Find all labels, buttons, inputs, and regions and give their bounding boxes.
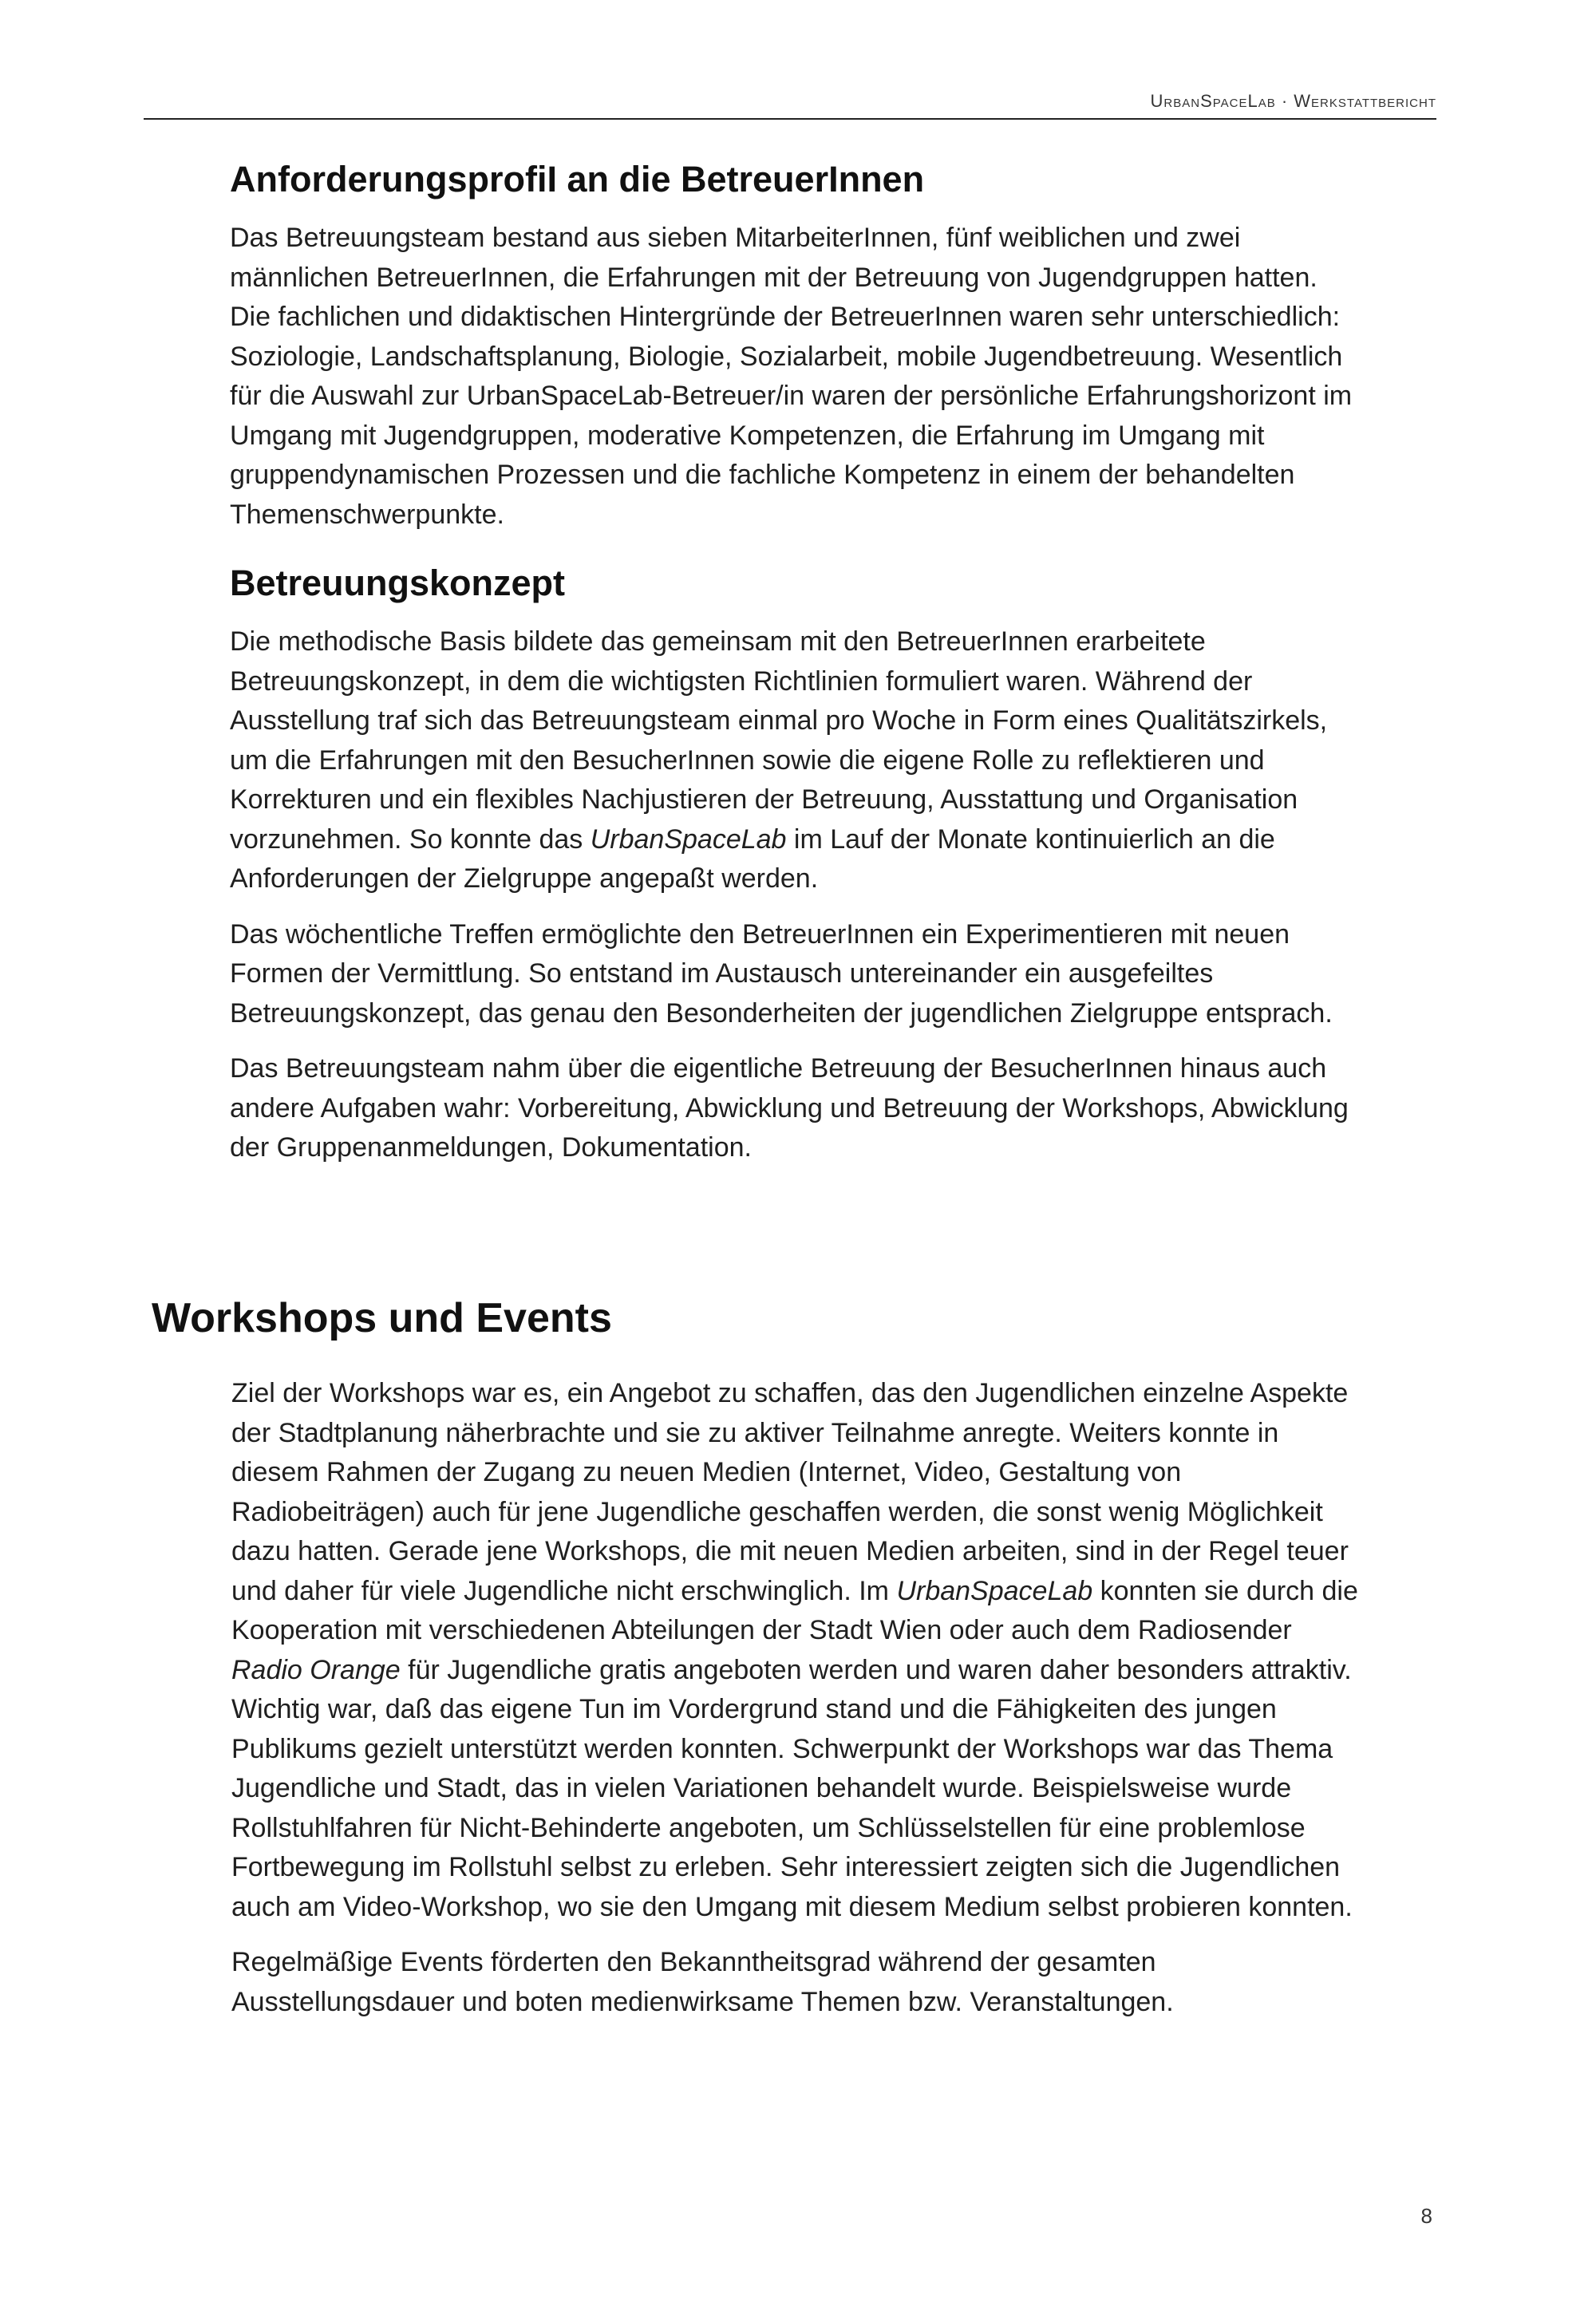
- emphasis-urbanspacelab: UrbanSpaceLab: [896, 1575, 1093, 1606]
- paragraph-betreuungskonzept-2: Das wöchentliche Treffen ermöglichte den BetreuerInnen ein Experimentieren mit neuen Formen der Vermittlung. So entstand im Austausch untereinander ein ausgefeiltes Betreuungskonzept, das genau den Besonderheiten der jugendlichen Zielgruppe entsprach.: [230, 918, 1333, 1029]
- paragraph-betreuungskonzept-3: Das Betreuungsteam nahm über die eigentliche Betreuung der BesucherInnen hinaus auch andere Aufgaben wahr: Vorbereitung, Abwicklung und Betreuung der Workshops, Abwicklung der Gruppenanmeldungen, Dokumentation.: [230, 1053, 1349, 1163]
- emphasis-radio-orange: Radio Orange: [231, 1654, 401, 1685]
- text-run: im Lauf der Monate kontinuierlich an die Anforderungen der Zielgruppe angepaßt werden.: [230, 823, 1275, 894]
- text-run: konnten sie durch die Kooperation mit verschiedenen Abteilungen der Stadt Wien oder auch dem Radiosender: [231, 1575, 1358, 1645]
- paragraph-workshops-1: [231, 1374, 1365, 1927]
- content-lower: [231, 1374, 1365, 2038]
- text-run: für Jugendliche gratis angeboten werden und waren daher besonders attraktiv. Wichtig war, daß das eigene Tun im Vordergrund stand und die Fähigkeiten des jungen Publikums gezielt unterstützt werden konnten. Schwerpunkt der Workshops war das Thema Jugendliche und Stadt, das in vielen Variationen behandelt wurde. Beispielsweise wurde Rollstuhlfahren für Nicht-Behinderte angeboten, um Schlüsselstellen für eine problemlose Fortbewegung im Rollstuhl selbst zu erleben. Sehr interessiert zeigten sich die Jugendlichen auch am Video-Workshop, wo sie den Umgang mit diesem Medium selbst probieren konnten.: [231, 1654, 1353, 1922]
- content-upper: [230, 158, 1363, 1184]
- paragraph-workshops-2: Regelmäßige Events förderten den Bekanntheitsgrad während der gesamten Ausstellungsdauer und boten medienwirksame Themen bzw. Veranstaltungen.: [231, 1947, 1174, 2017]
- text-run: Ziel der Workshops war es, ein Angebot zu schaffen, das den Jugendlichen einzelne Aspekte der Stadtplanung näherbrachte und sie zu aktiver Teilnahme anregte. Weiters konnte in diesem Rahmen der Zugang zu neuen Medien (Internet, Video, Gestaltung von Radiobeiträgen) auch für jene Jugendliche geschaffen werden, die sonst wenig Möglichkeit dazu hatten. Gerade jene Workshops, die mit neuen Medien arbeiten, sind in der Regel teuer und daher für viele Jugendliche nicht erschwinglich. Im: [231, 1378, 1349, 1606]
- heading-betreuungskonzept: Betreuungskonzept: [230, 563, 566, 603]
- page-number: 8: [1420, 2204, 1432, 2228]
- heading-workshops-und-events: Workshops und Events: [152, 1295, 612, 1341]
- running-header: [144, 86, 1436, 120]
- running-header-title: UrbanSpaceLab · Werkstattbericht: [1150, 91, 1436, 111]
- heading-anforderungsprofil: AnforderungsprofiI an die BetreuerInnen: [230, 159, 925, 199]
- paragraph-anforderungsprofil: Das Betreuungsteam bestand aus sieben MitarbeiterInnen, fünf weiblichen und zwei männlichen BetreuerInnen, die Erfahrungen mit der Betreuung von Jugendgruppen hatten. Die fachlichen und didaktischen Hintergründe der BetreuerInnen waren sehr unterschiedlich: Soziologie, Landschaftsplanung, Biologie, Sozialarbeit, mobile Jugendbetreuung. Wesentlich für die Auswahl zur UrbanSpaceLab-Betreuer/in waren der persönliche Erfahrungshorizont im Umgang mit Jugendgruppen, moderative Kompetenzen, die Erfahrung im Umgang mit gruppendynamischen Prozessen und die fachliche Kompetenz in einem der behandelten Themenschwerpunkte.: [230, 223, 1353, 530]
- text-run: Die methodische Basis bildete das gemeinsam mit den BetreuerInnen erarbeitete Betreuungskonzept, in dem die wichtigsten Richtlinien formuliert waren. Während der Ausstellung traf sich das Betreuungsteam einmal pro Woche in Form eines Qualitätszirkels, um die Erfahrungen mit den BesucherInnen sowie die eigene Rolle zu reflektieren und Korrekturen und ein flexibles Nachjustieren der Betreuung, Ausstattung und Organisation vorzunehmen. So konnte das: [230, 626, 1328, 855]
- emphasis-urbanspacelab: UrbanSpaceLab: [590, 823, 787, 855]
- paragraph-betreuungskonzept-1: [230, 622, 1363, 899]
